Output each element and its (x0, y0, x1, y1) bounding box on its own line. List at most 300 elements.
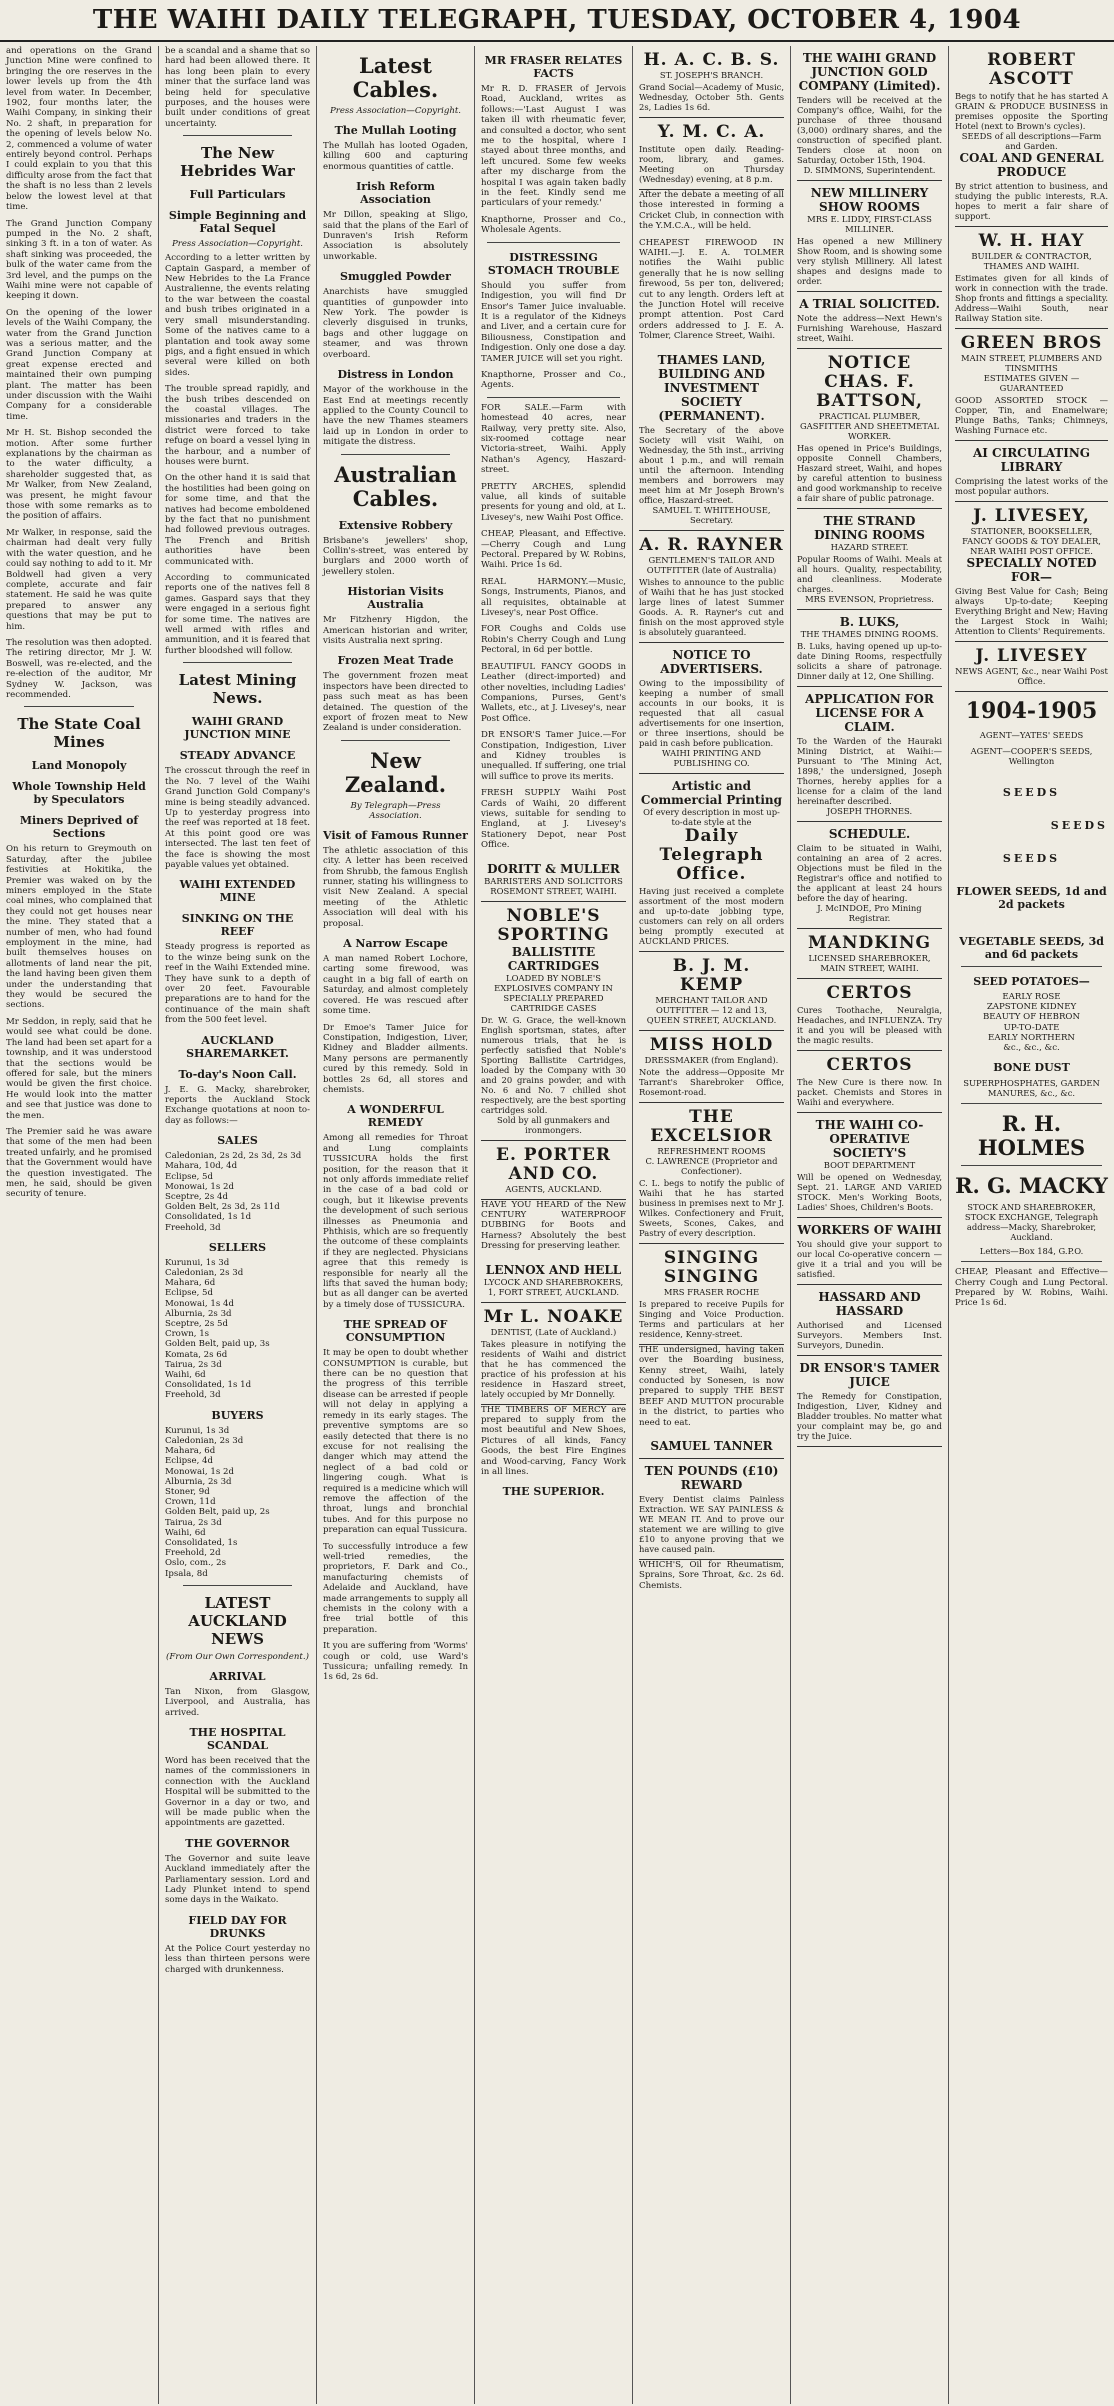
headline: Latest Mining News. (178, 671, 297, 708)
list-item: Eclipse, 5d (165, 1288, 214, 1299)
classified-ad: CHEAP, Pleasant, and Effective.—Cherry Cough and Lung Pectoral. Prepared by W. Robins, Waihi. Price 1s 6d. (481, 529, 626, 571)
article-paragraph: According to a letter written by Captain Gaspard, a member of New Hebrides to the La France Australienne, the events relating to the war between the coastal and bush tribes originated in a very small misunderstanding. Some of the natives came to a plantation and took away some pigs, and a fight ensued in which several were killed on both sides. (165, 253, 310, 378)
ad-subtitle: ST. JOSEPH'S BRANCH. (659, 70, 764, 80)
list-item: Caledonian, 2s 2d, 2s 3d, 2s 3d (165, 1151, 302, 1162)
ad-title: DORITT & MULLER (487, 861, 620, 876)
ad-title: SINGING SINGING (663, 1247, 760, 1287)
ad-body: Popular Rooms of Waihi. Meals at all hours. Quality, respectability, and cleanliness. Moderate charges. (797, 554, 942, 594)
advertisement (955, 329, 1108, 441)
ad-body: B. Luks, having opened up up-to-date Dining Rooms, respectfully solicits a share of patronage. Dinner daily at 12, One Shilling. (797, 641, 942, 681)
ad-subtitle: SEEDS of all descriptions—Farm and Garden. (961, 131, 1102, 151)
ad-title: Y. M. C. A. (657, 122, 766, 142)
ad-subtitle: AGENTS, AUCKLAND. (505, 1183, 602, 1194)
ad-subtitle: SUPERPHOSPHATES, GARDEN MANURES, &c., &c. (963, 1078, 1100, 1099)
subheadline: Land Monopoly (31, 759, 127, 773)
ad-footer: SAMUEL T. WHITEHOUSE, Secretary. (652, 504, 771, 525)
advertisement (481, 1258, 626, 1303)
ad-title: TEN POUNDS (£10) REWARD (644, 1463, 779, 1492)
column-6 (791, 46, 948, 2404)
ad-title: BONE DUST (993, 1061, 1070, 1075)
advertisement (797, 1218, 942, 1285)
ad-title: A TRIAL SOLICITED. (799, 297, 940, 311)
advertisement (797, 929, 942, 979)
ad-title: CERTOS (826, 1055, 913, 1075)
ad-subtitle: C. LAWRENCE (Proprietor and Confectioner). (645, 1155, 778, 1176)
article-paragraph: The Governor and suite leave Auckland immediately after the Parliamentary session. Lord and Lady Plunket intend to spend some days in the Waikato. (165, 1853, 310, 1906)
ad-body: Dr. W. G. Grace, the well-known English sportsman, states, after numerous trials, that he is perfectly satisfied that Noble's Sporting Ballistite Cartridges, loaded by the Company with 30 and 20 grains powder, and with No. 6 and No. 7 chilled shot respectively, are the best sporting cartridges sold. (481, 1014, 626, 1115)
ad-title: LENNOX AND HELL (485, 1262, 622, 1277)
advertisement (797, 509, 942, 610)
ad-body: Note the address—Opposite Mr Tarrant's Sharebroker Office, Rosemont-road. (639, 1066, 784, 1097)
ad-subtitle: GENTLEMEN'S TAILOR AND OUTFITTER (late of Australia) (646, 554, 777, 575)
ad-subtitle: HAZARD STREET. (830, 542, 909, 552)
list-item: Golden Belt, 2s 3d, 2s 11d (165, 1202, 280, 1213)
column-2 (159, 46, 316, 2404)
article-paragraph: The athletic association of this city. A letter has been received from Shrubb, the famous English runner, stating his willingness to visit New Zealand. A special meeting of the Athletic Association will deal with his proposal. (323, 845, 468, 929)
article-paragraph: Knapthorne, Prosser and Co., Agents. (481, 369, 626, 391)
ad-body: Comprising the latest works of the most popular authors. (955, 476, 1108, 496)
list-item: Ipsala, 8d (165, 1568, 208, 1579)
subheadline: Whole Township Held by Speculators (12, 780, 146, 807)
list-item: Crown, 1s (165, 1329, 210, 1340)
ad-body: The New Cure is there now. In packet. Chemists and Stores in Waihi and everywhere. (797, 1077, 942, 1107)
seeds-label: SEEDS (1002, 786, 1061, 799)
advertisement (639, 46, 784, 118)
article-paragraph: The Premier said he was aware that some of the men had been treated unfairly, and he promised that the Government would have the question investigated. The men, he said, should be given security of tenure. (6, 1126, 152, 1200)
classified-ad: HAVE YOU HEARD of the New CENTURY WATERPROOF DUBBING for Boots and Harness? Absolutely the best Dressing for preserving leather. (481, 1199, 626, 1252)
advertisement (639, 1434, 784, 1459)
ad-title: J. LIVESEY (975, 646, 1088, 666)
subheadline: Smuggled Powder (340, 270, 451, 284)
ad-footer: WAIHI PRINTING AND PUBLISHING CO. (661, 747, 762, 768)
subheadline: THE GOVERNOR (185, 1836, 290, 1850)
ad-subtitle: PRACTICAL PLUMBER, GASFITTER AND SHEETMETAL WORKER. (799, 411, 940, 441)
divider (24, 706, 134, 707)
article-paragraph: It you are suffering from 'Worms' cough or cold, use Ward's Tussicura; unfailing remedy. In 1s 6d, 2s 6d. (323, 1641, 468, 1683)
ad-body: The Remedy for Constipation, Indigestion, Liver, Kidney and Bladder troubles. No matter what your complaint may be, go and try the Juice. (797, 1391, 942, 1441)
divider (183, 662, 292, 663)
article-paragraph: Mr Dillon, speaking at Sligo, said that the plans of the Earl of Dunraven's Irish Reform Association is absolutely unworkable. (323, 210, 468, 262)
ad-footer: D. SIMMONS, Superintendent. (803, 165, 936, 175)
advertisement (797, 349, 942, 509)
ad-title: Artistic and Commercial Printing (640, 778, 783, 807)
ad-title: A. R. RAYNER (639, 534, 784, 555)
classified-ad: FOR Coughs and Colds use Robin's Cherry Cough and Lung Pectoral, in 6d per bottle. (481, 624, 626, 656)
classified-ad: CHEAP, Pleasant and Effective—Cherry Cough and Lung Pectoral. Prepared by W. Robins, Waihi. Price 1s 6d. (955, 1267, 1108, 1309)
ad-body: You should give your support to our local Co-operative concern — give it a trial and you will be satisfied. (797, 1239, 942, 1279)
ad-address: ROSEMONT STREET, WAIHI. (490, 885, 617, 896)
subheadline: Full Particulars (189, 188, 286, 202)
headline: DISTRESSING STOMACH TROUBLE (487, 250, 620, 277)
list-item: Tairua, 2s 3d (165, 1517, 222, 1528)
ad-title: WORKERS OF WAIHI (797, 1223, 942, 1237)
masthead (0, 0, 1114, 42)
article-paragraph: The Mullah has looted Ogaden, killing 600 and capturing enormous quantities of cattle. (323, 141, 468, 172)
ad-body: Authorised and Licensed Surveyors. Members Inst. Surveyors, Dunedin. (797, 1320, 942, 1350)
vegetable-seeds-label: VEGETABLE SEEDS, 3d and 6d packets (959, 935, 1104, 961)
article-paragraph: Knapthorne, Prosser and Co., Wholesale Agents. (481, 214, 626, 236)
subheadline: Miners Deprived of Sections (19, 814, 139, 841)
advertisement (797, 687, 942, 822)
article-paragraph: Tan Nixon, from Glasgow, Liverpool, and Australia, has arrived. (165, 1686, 310, 1718)
ad-title: B. LUKS, (839, 615, 900, 629)
headline: Latest Cables. (352, 53, 439, 102)
advertisement (797, 979, 942, 1051)
advertisement (955, 502, 1108, 642)
list-item: Alburnia, 2s 3d (165, 1476, 232, 1487)
list-item: Eclipse, 5d (165, 1171, 214, 1182)
ad-title: SCHEDULE. (828, 827, 911, 841)
subheadline: The Mullah Looting (334, 124, 457, 137)
list-item: Golden Belt, paid up, 3s (165, 1339, 270, 1350)
ad-title: SEED POTATOES— (973, 975, 1090, 988)
ad-subtitle: BARRISTERS AND SOLICITORS (484, 875, 623, 886)
article-paragraph: Brisbane's jewellers' shop, Collin's-street, was entered by burglars and 2000 worth of jewellery stolen. (323, 535, 468, 577)
ad-title: SPECIALLY NOTED FOR— (966, 556, 1097, 584)
advertisement (639, 952, 784, 1031)
signature: THE SUPERIOR. (502, 1485, 605, 1499)
ad-body: Giving Best Value for Cash; Being always Up-to-date; Keeping Everything Bright and New; Having the Largest Stock in Waihi; Attention to Clients' Requirements. (955, 586, 1108, 636)
ad-subtitle: AGENT—YATES' SEEDS (979, 730, 1084, 740)
divider (961, 966, 1102, 967)
column-7 (949, 46, 1114, 2404)
list-item: &c., &c., &c. (1003, 1043, 1060, 1054)
list-item: Tairua, 2s 3d (165, 1359, 222, 1370)
advertisement (797, 1285, 942, 1356)
list-item: Monowai, 1s 2d (165, 1466, 234, 1477)
advertisement (797, 292, 942, 349)
advertisement (797, 46, 942, 181)
ad-footer: JOSEPH THORNES. (826, 806, 913, 816)
subheadline: Simple Beginning and Fatal Sequel (168, 209, 307, 236)
advertisement (639, 1459, 784, 1560)
list-item: Caledonian, 2s 3d (165, 1268, 244, 1279)
divider (961, 1103, 1102, 1104)
ad-subtitle: MRS FRASER ROCHE (663, 1286, 760, 1297)
ad-body: Claim to be situated in Waihi, containing an area of 2 acres. Objections must be filed in the Registrar's office and notified to the applicant at least 24 hours before the day of hearing. (797, 843, 942, 903)
ad-title: B. J. M. KEMP (672, 955, 751, 995)
list-item: Sceptre, 2s 5d (165, 1319, 228, 1330)
article-paragraph: The Grand Junction Company pumped in the No. 2 shaft, sinking 3 ft. in a ton of water. As shaft sinking was proceeded, the bulk of the water came from the 3rd level, and the pumps on the Waihi mine were not capable of keeping it down. (6, 218, 152, 302)
ad-subtitle: LICENSED SHAREBROKER, MAIN STREET, WAIHI. (808, 953, 931, 973)
ad-body: To the Warden of the Hauraki Mining District, at Waihi:— Pursuant to 'The Mining Act, 1898,' the undersigned, Joseph Thornes, hereby applies for a license for a claim of the land hereinafter described. (797, 736, 942, 806)
column-3 (317, 46, 474, 2404)
advertisement (639, 348, 784, 531)
divider (487, 397, 620, 398)
subheadline: Irish Reform Association (356, 180, 435, 207)
ad-title: THE STRAND DINING ROOMS (814, 514, 925, 542)
article-paragraph: J. E. G. Macky, sharebroker, reports the Auckland Stock Exchange quotations at noon to-day as follows:— (165, 1084, 310, 1126)
ad-body: Every Dentist claims Painless Extraction. WE SAY PAINLESS & WE MEAN IT. And to prove our statement we are willing to give £10 to anyone proving that we have caused pain. (639, 1493, 784, 1554)
ad-subtitle: LOADED BY NOBLE'S EXPLOSIVES COMPANY IN SPECIALLY PREPARED CARTRIDGE CASES (494, 972, 613, 1013)
headline: LATEST AUCKLAND NEWS (188, 1593, 287, 1648)
ad-body: Wishes to announce to the public of Waihi that he has just stocked large lines of latest Summer Goods. A. R. Rayner's cut and finish on the most approved style is absolutely guaranteed. (639, 576, 784, 637)
ad-title: Daily Telegraph Office. (659, 825, 764, 884)
advertisement (797, 822, 942, 929)
article-paragraph: Among all remedies for Throat and Lung complaints TUSSICURA holds the first position, for the reason that it not only affords immediate relief in the case of a bad cold or cough, but it likewise prevents the development of such serious illnesses as Pneumonia and Phthisis, which are so frequently the outcome of these complaints if they are neglected. Physicians agree that this remedy is responsible for nearly all the lifts that saved the human body; but as all danger can be averted by a timely dose of TUSSICURA. (323, 1133, 468, 1310)
list-item: EARLY ROSE (1002, 992, 1061, 1002)
list-item: Golden Belt, paid up, 2s (165, 1507, 270, 1518)
ad-title: THE WAIHI GRAND JUNCTION GOLD COMPANY (Limited). (798, 51, 941, 93)
headline: The New Hebrides War (180, 144, 295, 181)
list-item: Kurunui, 1s 3d (165, 1425, 230, 1436)
byline: By Telegraph—Press Association. (350, 800, 441, 821)
article-paragraph: The crosscut through the reef in the No. 7 level of the Waihi Grand Junction Gold Company's mine is being steadily advanced. Up to yesterday progress into the reef was reported at 18 feet. At this point good ore was intersected. The last ten feet of the face is showing the most payable values yet obtained. (165, 766, 310, 870)
ad-body: Having just received a complete assortment of the most modern and up-to-date jobbing type, customers can rely on all orders being promptly executed at AUCKLAND PRICES. (639, 885, 784, 946)
advertisement (639, 1103, 784, 1244)
list-item: UP-TO-DATE (1003, 1022, 1060, 1033)
notice: After the debate a meeting of all those interested in forming a Cricket Club, in connection with the Y.M.C.A., will be held. (639, 190, 784, 232)
advertisement (639, 1244, 784, 1345)
list-item: Waihi, 6d (165, 1527, 206, 1538)
headline: MR FRASER RELATES FACTS (484, 54, 623, 80)
ad-body: Begs to notify that he has started A GRAIN & PRODUCE BUSINESS in premises opposite the Sporting Hotel (next to Brown's cycles). (955, 91, 1108, 131)
ad-title: E. PORTER AND CO. (496, 1144, 611, 1184)
ad-body: Has opened a new Millinery Show Room, and is showing some very stylish Millinery. All latest shapes and designs made to order. (797, 236, 942, 286)
advertisement (481, 1141, 626, 1200)
article-paragraph: It may be open to doubt whether CONSUMPTION is curable, but there can be no question that the progress of this terrible disease can be arrested if people will not delay in applying a remedy in its early stages. The preventive symptoms are so easily detected that there is no excuse for not realising the danger which may attend the neglect of a bad cold or lingering cough. What is required is a medicine which will remove the affection of the throat, lungs and bronchial tubes. And for this purpose no preparation can equal Tussicura. (323, 1348, 468, 1536)
list-item: Sceptre, 2s 4d (165, 1192, 228, 1203)
byline: (From Our Own Correspondent.) (166, 1651, 309, 1662)
advertisement (797, 1051, 942, 1113)
subheadline: To-day's Noon Call. (178, 1067, 297, 1081)
article-paragraph: To successfully introduce a few well-tried remedies, the proprietors, F. Dark and Co., manufacturing chemists of Adelaide and Auckland, have made arrangements to supply all chemists in the colony with a free trial bottle of this preparation. (323, 1541, 468, 1635)
classified-ad: FOR SALE.—Farm with homestead 40 acres, near Railway, very pretty site. Also, six-roomed cottage near Victoria-street, Waihi. Apply Nathan's Agency, Haszard-street. (481, 402, 626, 476)
ad-body: Institute open daily. Reading-room, library, and games. Meeting on Thursday (Wednesday) evening, at 8 p.m. (639, 144, 784, 184)
subheadline: A Narrow Escape (343, 937, 448, 951)
ad-body: Estimates given for all kinds of work in connection with the trade. Shop fronts and fittings a speciality. Address—Waihi South, near Railway Station site. (955, 273, 1108, 323)
list-item: Komata, 2s 6d (165, 1349, 228, 1360)
article-paragraph: The government frozen meat inspectors have been directed to pass such meat as has been detained. The question of the export of frozen meat to New Zealand is under consideration. (323, 671, 468, 734)
subheadline: Historian Visits Australia (347, 585, 444, 612)
advertisement (639, 643, 784, 774)
ad-subtitle: STATIONER, BOOKSELLER, FANCY GOODS & TOY DEALER, NEAR WAIHI POST OFFICE. (962, 526, 1101, 556)
ad-title: Mr L. NOAKE (483, 1306, 624, 1327)
column-5 (633, 46, 790, 2404)
ad-title: NEW MILLINERY SHOW ROOMS (810, 186, 929, 214)
classified-ad: THE undersigned, having taken over the Boarding business, Kenny street, Waihi, lately conducted by Sonesen, is now prepared to supply THE BEST BEEF AND MUTTON procurable in the district, to parties who need to eat. (639, 1344, 784, 1428)
ad-title: CERTOS (826, 983, 913, 1003)
subheadline: Distress in London (337, 368, 454, 382)
article-paragraph: Mr Walker, in response, said the chairman had dealt very fully with the water question, and he could say nothing to add to it. Mr Boldwell had given a very complete, accurate and fair statement. He said he was quite prepared to answer any questions that may be put to him. (6, 527, 152, 632)
ad-body: Note the address—Next Hewn's Furnishing Warehouse, Haszard street, Waihi. (797, 313, 942, 343)
ad-subtitle: BUILDER & CONTRACTOR, THAMES AND WAIHI. (971, 251, 1092, 271)
article-paragraph: The resolution was then adopted. The retiring director, Mr J. W. Boswell, was re-elected, and the re-election of the auditor, Mr Sydney W. Jackson, was recommended. (6, 637, 152, 700)
subheadline: AUCKLAND SHAREMARKET. (186, 1033, 289, 1060)
potato-list (955, 992, 1108, 1053)
classified-ad: PRETTY ARCHES, splendid value, all kinds of suitable presents for young and old, at L. Livesey's, new Waihi Post Office. (481, 481, 626, 523)
list-item: Freehold, 3d (165, 1222, 221, 1233)
list-item: Stoner, 9d (165, 1486, 210, 1497)
advertisement (639, 774, 784, 952)
ad-subtitle: NEWS AGENT, &c., near Waihi Post Office. (955, 666, 1108, 686)
list-item: Mahara, 6d (165, 1446, 216, 1457)
subheadline: THE HOSPITAL SCANDAL (189, 1725, 286, 1752)
ad-title: THE WAIHI CO-OPERATIVE SOCIETY'S (815, 1118, 924, 1160)
article-paragraph: Mr R. D. FRASER of Jervois Road, Auckland, writes as follows:—'Last August I was taken ill with rheumatic fever, and consulted a doctor, who sent me to the hospital, where I stayed about three months, and left uncured. Some few weeks after my discharge from the hospital I was again taken badly in the feet. Kindly send me particulars of your remedy.' (481, 84, 626, 209)
classified-ad: BEAUTIFUL FANCY GOODS in Leather (direct-imported) and other novelties, including Ladies' Companions, Purses, Gent's Wallets, etc., at J. Livesey's, near Post Office. (481, 661, 626, 724)
seeds-label: SEEDS (1002, 852, 1061, 865)
ad-subtitle: Of every description in most up-to-date style at the (643, 806, 780, 827)
list-item: Crown, 11d (165, 1497, 216, 1508)
ad-subtitle: STOCK AND SHAREBROKER, STOCK EXCHANGE, Telegraph address—Macky, Sharebroker, Auckland. (964, 1202, 1099, 1243)
ad-body: Tenders will be received at the Company's office, Waihi, for the purchase of three thousand (3,000) ordinary shares, and the construction of specified plant. Tenders close at noon on Saturday, October 15th, 1904. (797, 95, 942, 165)
ad-body: Grand Social—Academy of Music, Wednesday, October 5th. Gents 2s, Ladies 1s 6d. (639, 82, 784, 112)
list-item: Kurunui, 1s 3d (165, 1257, 230, 1268)
ad-title: AI CIRCULATING LIBRARY (972, 446, 1091, 474)
headline: New Zealand. (344, 747, 447, 797)
subheadline: Frozen Meat Trade (337, 654, 454, 668)
ad-footer: J. McINDOE, Pro Mining Registrar. (817, 903, 922, 923)
classified-ad: THE TIMBERS OF MERCY are prepared to supply from the most beautiful and New Shoes, Pictures of all kinds, Fancy Goods, the best Fire Engines and Wood-carving, Fancy Work in all lines. (481, 1404, 626, 1478)
article-paragraph: At the Police Court yesterday no less than thirteen persons were charged with drunkenness. (165, 1943, 310, 1975)
ad-title: COAL AND GENERAL PRODUCE (959, 151, 1104, 179)
ad-subtitle: REFRESHMENT ROOMS (657, 1145, 766, 1156)
column-1 (0, 46, 158, 2404)
ad-title: W. H. HAY (978, 231, 1085, 251)
sales-list (165, 1151, 310, 1233)
list-heading: BUYERS (211, 1408, 264, 1422)
article-paragraph: Mr H. St. Bishop seconded the motion. After some further explanations by the chairman as to the water difficulty, a shareholder suggested that, as Mr Walker, from New Zealand, was present, he might favour those with some remarks as to the position of affairs. (6, 428, 152, 522)
ad-subtitle: LYCOCK AND SHAREBROKERS, 1, FORT STREET, AUCKLAND. (483, 1276, 624, 1297)
ad-body: By strict attention to business, and studying the public interests, R.A. hopes to merit a fair share of support. (955, 181, 1108, 221)
ad-footer: MRS EVENSON, Proprietress. (805, 594, 934, 604)
ad-title: DR ENSOR'S TAMER JUICE (799, 1361, 940, 1389)
ad-footer: Sold by all gunmakers and ironmongers. (496, 1114, 611, 1135)
ad-body: Owing to the impossibility of keeping a number of small accounts in our books, it is requested that all casual advertisements for one insertion, or three insertions, should be paid in cash before publication. (639, 677, 784, 748)
classified-ad: WHICH'S, Oil for Rheumatism, Sprains, Sore Throat, &c. 2s 6d. Chemists. (639, 1559, 784, 1591)
ad-subtitle: DRESSMAKER (from England). (644, 1054, 779, 1065)
ad-body: Will be opened on Wednesday, Sept. 21. LARGE AND VARIED STOCK. Men's Working Boots, Ladies' Shoes, Children's Boots. (797, 1172, 942, 1212)
ad-title: HASSARD AND HASSARD (818, 1290, 921, 1318)
ad-title: APPLICATION FOR LICENSE FOR A CLAIM. (805, 692, 934, 734)
ad-subtitle: THE THAMES DINING ROOMS. (800, 629, 939, 639)
article-paragraph: Anarchists have smuggled quantities of gunpowder into New York. The powder is cleverly disguised in trunks, bags and other luggage on steamer, and was thrown overboard. (323, 287, 468, 360)
ad-body: Takes pleasure in notifying the residents of Waihi and district that he has commenced the practice of his profession at his residence in Haszard street, lately occupied by Mr Donnelly. (481, 1338, 626, 1399)
subheadline: THE SPREAD OF CONSUMPTION (343, 1318, 448, 1345)
ad-subtitle: MRS E. LIDDY, FIRST-CLASS MILLINER. (807, 214, 932, 234)
ad-subtitle: MERCHANT TAILOR AND OUTFITTER — 12 and 13, QUEEN STREET, AUCKLAND. (646, 994, 777, 1025)
article-paragraph: Dr Emoe's Tamer Juice for Constipation, Indigestion, Liver, Kidney and Bladder ailments. Many persons are permanently cured by this remedy. Sold in bottles 2s 6d, all stores and chemists. (323, 1022, 468, 1095)
list-item: Monowai, 1s 4d (165, 1298, 234, 1309)
ad-title: CHAS. F. BATTSON, (816, 372, 923, 411)
divider (183, 135, 292, 136)
byline: Press Association—Copyright. (171, 239, 304, 250)
classified-ad: FRESH SUPPLY Waihi Post Cards of Waihi, 20 different views, suitable for sending to England, at J. Livesey's Stationery Depot, near Post Office. (481, 788, 626, 851)
advertisement (481, 902, 626, 1141)
column-4 (475, 46, 632, 2404)
ad-body: Is prepared to receive Pupils for Singing and Voice Production. Terms and particulars at her residence, Kenny-street. (639, 1298, 784, 1339)
list-item: BEAUTY OF HEBRON (982, 1012, 1081, 1023)
ad-title: NOTICE TO ADVERTISERS. (660, 647, 763, 676)
article-paragraph: A man named Robert Lochore, carting some firewood, was caught in a big fall of earth on Saturday, and almost completely covered. He was rescued after some time. (323, 954, 468, 1017)
ad-subtitle: ESTIMATES GIVEN — GUARANTEED (983, 373, 1080, 393)
list-item: Monowai, 1s 2d (165, 1181, 234, 1192)
article-paragraph: be a scandal and a shame that so hard had been allowed there. It has long been plain to every miner that the surface land was being held for speculative purposes, and the houses were built under conditions of great uncertainty. (165, 46, 310, 129)
ad-title: MANDKING (807, 933, 932, 953)
subheadline: WAIHI GRAND JUNCTION MINE (184, 715, 291, 742)
ad-title: MISS HOLD (649, 1034, 774, 1055)
ad-body: Cures Toothache, Neuralgia, Headaches, and INFLUENZA. Try it and you will be pleased with the magic results. (797, 1005, 942, 1045)
article-paragraph: On the other hand it is said that the hostilities had been going on for some time, and that the natives had become emboldened by the fact that no punishment had followed previous outrages. The French and British authorities have been communicated with. (165, 473, 310, 567)
ad-title: THAMES LAND, BUILDING AND INVESTMENT SOCIETY (PERMANENT). (657, 352, 766, 423)
ad-body: GOOD ASSORTED STOCK — Copper, Tin, and Enamelware; Plunge Baths, Tanks; Chimneys, Washing Furnace etc. (955, 395, 1108, 435)
ad-title: BALLISTITE CARTRIDGES (507, 944, 600, 973)
advertisement (955, 441, 1108, 502)
article-paragraph: The trouble spread rapidly, and the bush tribes descended on the coastal villages. The missionaries and traders in the district were forced to take refuge on board a vessel lying in the harbour, and a number of houses were burnt. (165, 384, 310, 467)
headline: Australian Cables. (334, 461, 457, 511)
ad-title: NOTICE (827, 353, 912, 373)
classified-ad: CHEAPEST FIREWOOD IN WAIHI.—J. E. A. TOLMER notifies the Waihi public generally that he is now selling firewood, 5s per ton, delivered; cut to any length. Orders left at the Junction Hotel will receive prompt attention. Post Card orders addressed to J. E. A. Tolmer, Clarence Street, Waihi. (639, 237, 784, 342)
advertisement (481, 857, 626, 902)
classified-ad: DR ENSOR'S Tamer Juice.—For Constipation, Indigestion, Liver and Kidney troubles is unequalled. If suffering, one trial will suffice to prove its merits. (481, 730, 626, 782)
ad-subtitle: BOOT DEPARTMENT (823, 1160, 916, 1170)
subheadline: STEADY ADVANCE (179, 749, 296, 763)
subheadline: A WONDERFUL REMEDY (347, 1103, 444, 1130)
classified-ad: REAL HARMONY.—Music, Songs, Instruments, Pianos, and all requisites, obtainable at Livesey's, near Post Office. (481, 576, 626, 619)
ad-body: Has opened in Price's Buildings, opposite Connell Chambers, Haszard street, Waihi, and hopes by careful attention to business and good workmanship to receive a fair share of public patronage. (797, 443, 942, 503)
ad-title: GREEN BROS (960, 333, 1103, 353)
ad-body: The Secretary of the above Society will visit Waihi, on Wednesday, the 5th inst., arriving about 1 p.m., and will remain until the afternoon. Intending members and borrowers may meet him at Mr Joseph Brown's office, Haszard-street. (639, 424, 784, 505)
list-item: Consolidated, 1s 1d (165, 1212, 252, 1223)
article-paragraph: Should you suffer from Indigestion, you will find Dr Ensor's Tamer Juice invaluable. It is a regulator of the Kidneys and Liver, and a certain cure for Biliousness, Constipation and Indigestion. Only one dose a day. TAMER JUICE will set you right. (481, 280, 626, 364)
article-paragraph: On his return to Greymouth on Saturday, after the jubilee festivities at Hokitika, the Premier was waked on by the miners employed in the State coal mines, who complained that they could not get houses near the mine. They stated that a number of men, who had found employment in the mine, had built themselves houses on allotments of land near the pit, the land having been given them under the understanding that they would be secured the sections. (6, 844, 152, 1011)
article-paragraph: Steady progress is reported as to the winze being sunk on the reef in the Waihi Extended mine. They have sunk to a depth of over 20 feet. Favourable preparations are to hand for the continuance of the main shaft from the 500 feet level. (165, 942, 310, 1026)
list-item: Consolidated, 1s (165, 1537, 238, 1548)
subheadline: WAIHI EXTENDED MINE (179, 878, 296, 905)
ad-title: SAMUEL TANNER (650, 1438, 773, 1453)
article-paragraph: According to communicated reports one of the natives fell 8 games. Gaspard says that they were engaged in a serious fight for some time. The natives are well armed with rifles and ammunition, and it is feared that further bloodshed will follow. (165, 573, 310, 656)
ad-title: H. A. C. B. S. (643, 50, 780, 70)
list-item: Mahara, 6d (165, 1278, 216, 1289)
divider (961, 1261, 1102, 1262)
sellers-list (165, 1258, 310, 1401)
article-paragraph: and operations on the Grand Junction Mine were confined to bringing the ore reserves in the lower levels up from the 4th level from water. In December, 1902, four months later, the Waihi Company, in sinking their No. 2 shaft, in preparation for the opening of levels below No. 2, commenced a volume of water entirely beyond control. Perhaps I could explain to you that this difficulty arose from the fact that the shaft is no less than 2 levels below the lowest level at that time. (6, 46, 152, 213)
ad-subtitle: AGENT—COOPER'S SEEDS, Wellington (970, 746, 1093, 766)
advertisement (797, 1113, 942, 1218)
subheadline: ARRIVAL (209, 1669, 266, 1683)
advertisement (797, 181, 942, 292)
list-item: Consolidated, 1s 1d (165, 1380, 252, 1391)
article-paragraph: Mayor of the workhouse in the East End at meetings recently applied to the County Council to have the new Thames steamers laid up in London in order to mitigate the distress. (323, 385, 468, 448)
divider (487, 242, 620, 243)
seeds-label: SEEDS (1050, 819, 1108, 832)
article-paragraph: On the opening of the lower levels of the Waihi Company, the water from the Grand Junction was a serious matter, and the Grand Junction Company at great expense erected and maintained their own pumping plant. The matter has been under discussion with the Waihi Company for a considerable time. (6, 307, 152, 422)
ad-title: THE EXCELSIOR (650, 1106, 773, 1146)
list-item: Alburnia, 2s 3d (165, 1308, 232, 1319)
list-item: Oslo, com., 2s (165, 1558, 227, 1569)
subheadline: Visit of Famous Runner (323, 828, 468, 842)
advertisement (481, 1303, 626, 1405)
ad-title: R. G. MACKY (955, 1173, 1108, 1199)
list-item: Mahara, 10d, 4d (165, 1161, 238, 1172)
list-item: ZAPSTONE KIDNEY (986, 1002, 1077, 1013)
newspaper-title: THE WAIHI DAILY TELEGRAPH, TUESDAY, OCTOBER 4, 1904 (92, 5, 1022, 35)
season-year: 1904-1905 (965, 698, 1098, 724)
advertisement (639, 118, 784, 190)
list-heading: SELLERS (208, 1240, 267, 1254)
list-item: Caledonian, 2s 3d (165, 1435, 244, 1446)
columns (0, 46, 1114, 2406)
headline: The State Coal Mines (17, 715, 141, 752)
article-paragraph: Word has been received that the names of the commissioners in connection with the Auckland Hospital will be submitted to the Governor in a day or two, and will be made public when the appointments are gazetted. (165, 1755, 310, 1829)
advertisement (639, 531, 784, 643)
list-item: EARLY NORTHERN (988, 1032, 1075, 1043)
subheadline: Extensive Robbery (338, 518, 453, 532)
article-paragraph: Mr Fitzhenry Higdon, the American historian and writer, visits Australia next spring. (323, 615, 468, 646)
divider (341, 454, 450, 455)
list-item: Waihi, 6d (165, 1370, 206, 1381)
